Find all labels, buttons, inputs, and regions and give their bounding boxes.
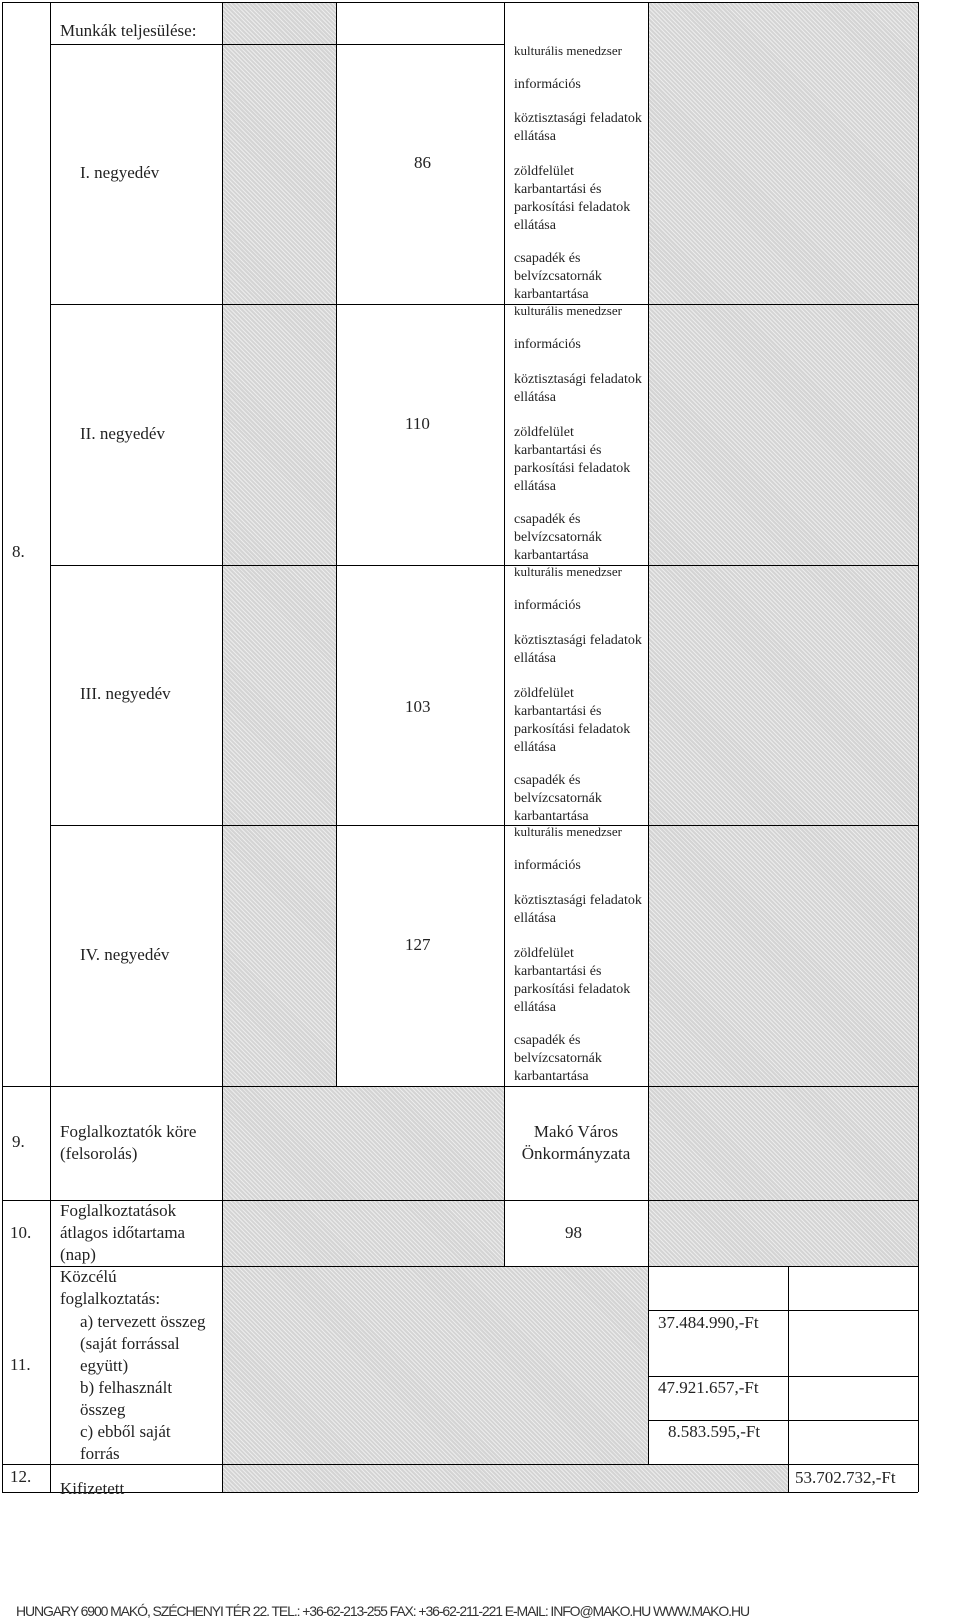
task-item: köztisztasági feladatok ellátása bbox=[514, 111, 642, 144]
row-item-value: 47.921.657,-Ft bbox=[658, 1378, 759, 1397]
hatched-cell bbox=[222, 1200, 504, 1266]
task-item: zöldfelület karbantartási és parkosítási feladatok ellátása bbox=[514, 686, 631, 755]
row-number: 12. bbox=[10, 1467, 32, 1486]
hatched-cell bbox=[648, 1086, 918, 1200]
task-item: csapadék és belvízcsatornák karbantartása bbox=[514, 512, 602, 563]
row-item-value: 37.484.990,-Ft bbox=[658, 1313, 759, 1332]
task-item: kulturális menedzser bbox=[514, 303, 622, 318]
task-item: zöldfelület karbantartási és parkosítási feladatok ellátása bbox=[514, 164, 631, 233]
row-number: 10. bbox=[10, 1223, 32, 1242]
hatched-cell bbox=[222, 1086, 504, 1200]
row-item-value: 8.583.595,-Ft bbox=[668, 1422, 761, 1441]
task-item: csapadék és belvízcsatornák karbantartása bbox=[514, 251, 602, 302]
hatched-cell bbox=[222, 1464, 788, 1492]
row-item-label: a) tervezett összeg (saját forrással együtt) bbox=[80, 1312, 206, 1375]
task-item: kulturális menedzser bbox=[514, 43, 622, 58]
row-item-label: b) felhasznált összeg bbox=[80, 1378, 173, 1419]
quarter-label: I. negyedév bbox=[80, 163, 160, 182]
hatched-cell bbox=[222, 2, 336, 1086]
task-item: információs bbox=[514, 598, 581, 613]
task-item: kulturális menedzser bbox=[514, 564, 622, 579]
section-title: Munkák teljesülése: bbox=[60, 21, 197, 40]
quarter-label: II. negyedév bbox=[80, 424, 165, 443]
task-item: információs bbox=[514, 77, 581, 92]
hatched-cell bbox=[222, 1266, 648, 1464]
row-number: 8. bbox=[12, 542, 25, 561]
row-label: Foglalkoztatók köre (felsorolás) bbox=[60, 1122, 197, 1163]
quarter-count: 110 bbox=[405, 414, 430, 433]
row-number: 9. bbox=[12, 1132, 25, 1151]
row-item-label: c) ebből saját forrás bbox=[80, 1422, 171, 1463]
row-label: Foglalkoztatások átlagos időtartama (nap) bbox=[60, 1201, 186, 1264]
task-item: csapadék és belvízcsatornák karbantartása bbox=[514, 773, 602, 824]
row-label: Közcélú foglalkoztatás: bbox=[60, 1267, 161, 1308]
task-item: információs bbox=[514, 337, 581, 352]
task-item: információs bbox=[514, 858, 581, 873]
row-value: 98 bbox=[565, 1223, 582, 1242]
task-item: csapadék és belvízcsatornák karbantartása bbox=[514, 1033, 602, 1084]
task-item: zöldfelület karbantartási és parkosítási feladatok ellátása bbox=[514, 425, 631, 494]
page-footer: HUNGARY 6900 MAKÓ, SZÉCHENYI TÉR 22. TEL.: +36-62-213-255 FAX: +36-62-211-221 E-MAIL: INFO@MAKO.HU WWW.MAKO.HU bbox=[16, 1603, 749, 1619]
hatched-cell bbox=[648, 1200, 918, 1266]
quarter-label: III. negyedév bbox=[80, 684, 171, 703]
row-value: Makó Város Önkormányzata bbox=[521, 1122, 631, 1163]
row-label: Kifizetett bbox=[60, 1479, 125, 1498]
quarter-label: IV. negyedév bbox=[80, 945, 170, 964]
task-item: zöldfelület karbantartási és parkosítási feladatok ellátása bbox=[514, 946, 631, 1015]
row-value: 53.702.732,-Ft bbox=[795, 1468, 896, 1487]
quarter-count: 103 bbox=[405, 697, 431, 716]
task-item: köztisztasági feladatok ellátása bbox=[514, 633, 642, 666]
task-item: köztisztasági feladatok ellátása bbox=[514, 893, 642, 926]
task-item: köztisztasági feladatok ellátása bbox=[514, 372, 642, 405]
quarter-count: 127 bbox=[405, 935, 431, 954]
task-item: kulturális menedzser bbox=[514, 824, 622, 839]
row-number: 11. bbox=[10, 1355, 31, 1374]
hatched-cell bbox=[648, 2, 918, 1086]
quarter-count: 86 bbox=[414, 153, 431, 172]
